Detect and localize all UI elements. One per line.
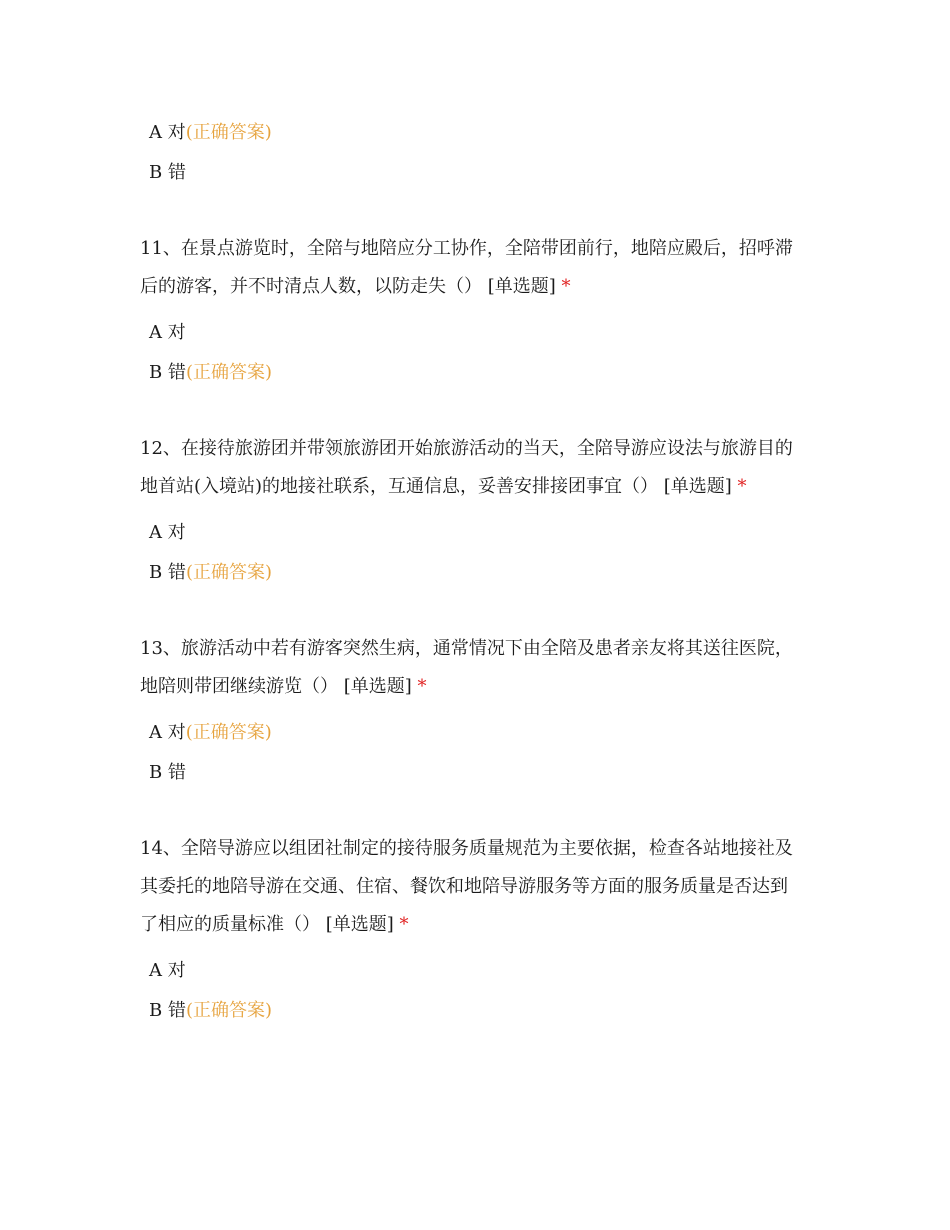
prev-option-b-label: B 错 [149,162,186,183]
q12-option-b [149,554,829,592]
q11-option-b [149,354,829,392]
q12-option-b-label: B 错 [149,562,186,583]
q12-required-mark: * [737,476,747,497]
q14-text-line-3 [140,906,820,944]
q12-text-line-2 [140,468,820,506]
q13-option-a-label: A 对 [149,722,186,743]
q11-text-line-2-body: 后的游客，并不时清点人数，以防走失（） [单选题] [140,276,556,297]
q14-text-line-1: 14、全陪导游应以组团社制定的接待服务质量规范为主要依据，检查各站地接社及 [140,838,793,859]
q13-required-mark: * [417,676,427,697]
q13-text-line-2 [140,668,820,706]
q11-text-line-1: 11、在景点游览时，全陪与地陪应分工协作，全陪带团前行，地陪应殿后，招呼滞 [140,238,793,259]
q14-option-b-correct-tag: (正确答案) [185,1000,272,1021]
q14-text-line-3-body: 了相应的质量标准（） [单选题] [140,914,394,935]
q12-option-a [149,514,829,552]
q12-text-line-1: 12、在接待旅游团并带领旅游团开始旅游活动的当天，全陪导游应设法与旅游目的 [140,438,793,459]
q14-option-a [149,952,829,990]
q14-required-mark: * [399,914,409,935]
q13-text-line-2-body: 地陪则带团继续游览（） [单选题] [140,676,412,697]
prev-option-a [149,114,829,152]
q12-option-a-label: A 对 [149,522,186,543]
q13-option-b [149,754,829,792]
q11-option-b-correct-tag: (正确答案) [185,362,272,383]
q11-option-a [149,314,829,352]
q14-text-line-2: 其委托的地陪导游在交通、住宿、餐饮和地陪导游服务等方面的服务质量是否达到 [140,876,788,897]
q13-option-a [149,714,829,752]
q11-option-a-label: A 对 [149,322,186,343]
q11-required-mark: * [561,276,571,297]
prev-option-a-label: A 对 [149,122,186,143]
q13-option-a-correct-tag: (正确答案) [185,722,272,743]
q12-option-b-correct-tag: (正确答案) [185,562,272,583]
q11-option-b-label: B 错 [149,362,186,383]
q14-option-b-label: B 错 [149,1000,186,1021]
q14-option-a-label: A 对 [149,960,186,981]
q14-option-b [149,992,829,1030]
prev-option-a-correct-tag: (正确答案) [185,122,272,143]
prev-option-b [149,154,829,192]
q13-option-b-label: B 错 [149,762,186,783]
q12-text-line-2-body: 地首站(入境站)的地接社联系，互通信息，妥善安排接团事宜（） [单选题] [140,476,732,497]
q11-text-line-2 [140,268,820,306]
q13-text-line-1: 13、旅游活动中若有游客突然生病，通常情况下由全陪及患者亲友将其送往医院， [140,638,793,659]
